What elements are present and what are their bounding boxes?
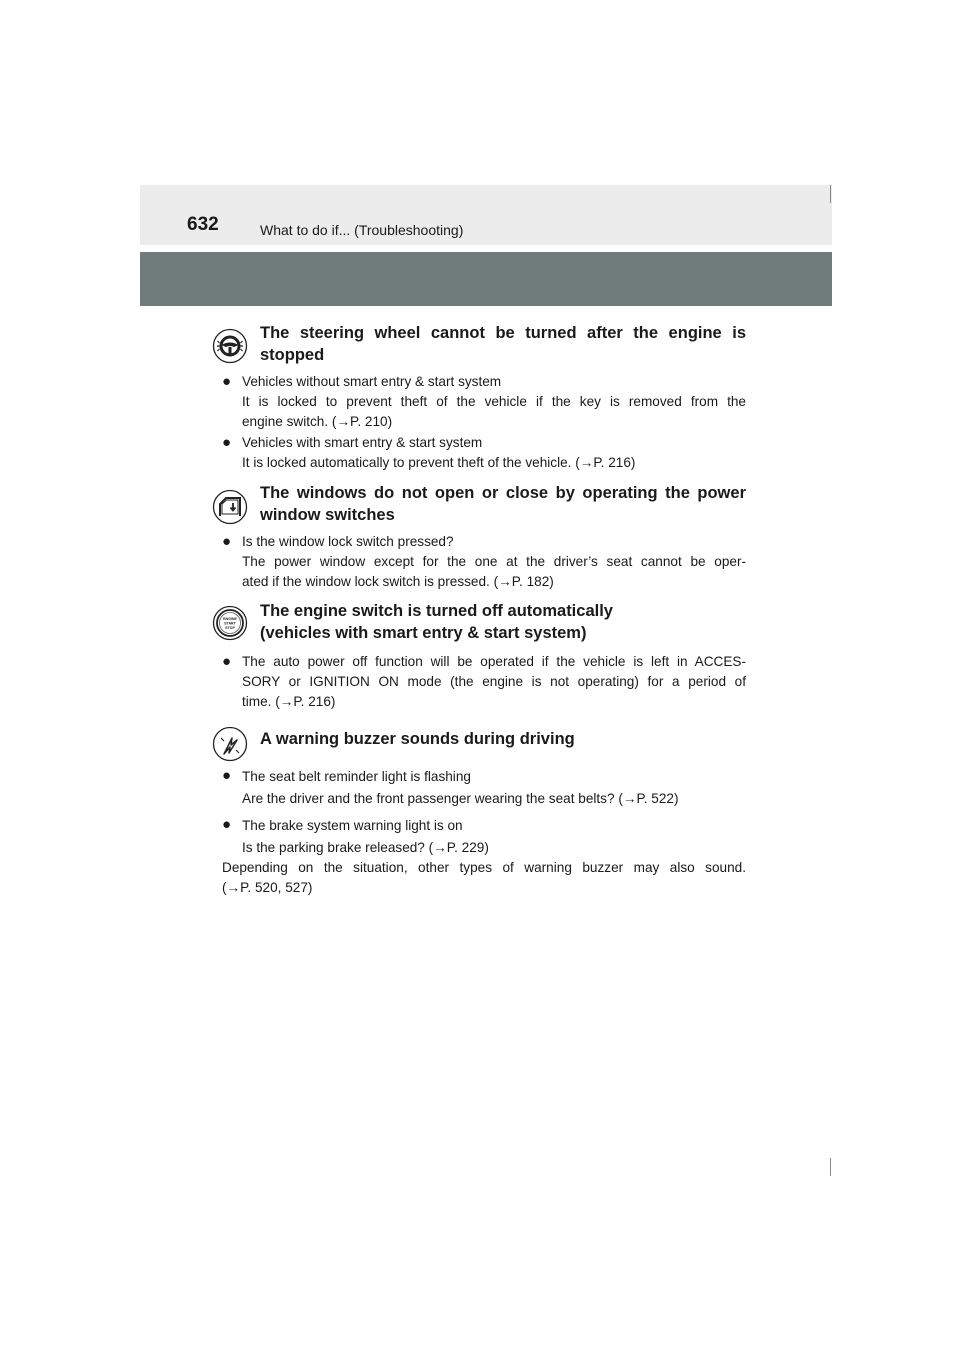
- engine-start-stop-icon: [212, 605, 248, 641]
- steering-wheel-icon: [212, 328, 248, 364]
- section-heading: The windows do not open or close by operating the power: [260, 484, 746, 502]
- list-item: [222, 815, 746, 859]
- bullet-icon: ●: [222, 767, 232, 784]
- list-item: [222, 652, 746, 712]
- bullet-lead: Is the window lock switch pressed?: [242, 534, 454, 549]
- bullet-body: Are the driver and the front passenger wearing the seat belts? (→P. 522): [242, 791, 679, 806]
- section-heading-cont: stopped: [260, 346, 325, 364]
- bullet-icon: ●: [222, 434, 232, 451]
- bullet-body: It is locked automatically to prevent theft of the vehicle. (→P. 216): [242, 455, 636, 470]
- bullet-lead: The brake system warning light is on: [242, 818, 463, 833]
- section-heading: The engine switch is turned off automatically: [260, 602, 613, 620]
- bullet-icon: ●: [222, 816, 232, 833]
- bullet-body: The auto power off function will be operated if the vehicle is left in ACCES-: [242, 654, 746, 669]
- bullet-icon: ●: [222, 533, 232, 550]
- bullet-lead: Vehicles with smart entry & start system: [242, 435, 483, 450]
- list-item: [222, 433, 746, 473]
- bullet-body: time. (→P. 216): [242, 694, 336, 709]
- section-heading-cont: (vehicles with smart entry & start system): [260, 624, 587, 642]
- list-item: [222, 372, 746, 432]
- header-band: [140, 185, 832, 245]
- section-heading-cont: window switches: [260, 506, 395, 524]
- title-band: [140, 252, 832, 306]
- crop-mark: [830, 1158, 831, 1176]
- bullet-icon: ●: [222, 373, 232, 390]
- footnote-paragraph: [222, 858, 746, 898]
- footnote-text: (→P. 520, 527): [222, 880, 313, 895]
- warning-buzzer-icon: [212, 726, 248, 762]
- crop-mark: [830, 185, 831, 203]
- page-title: What to do if... (Troubleshooting): [260, 222, 464, 238]
- section-heading: A warning buzzer sounds during driving: [260, 730, 575, 748]
- bullet-lead: Vehicles without smart entry & start system: [242, 374, 502, 389]
- bullet-icon: ●: [222, 653, 232, 670]
- icon-label: STOP: [225, 626, 235, 630]
- bullet-body: SORY or IGNITION ON mode (the engine is not operating) for a period of: [242, 674, 746, 689]
- icon-label: START: [224, 621, 236, 626]
- section-heading: The steering wheel cannot be turned after the engine is: [260, 324, 746, 342]
- icon-label: ENGINE: [223, 617, 237, 621]
- power-window-icon: [212, 489, 248, 525]
- footnote-text: Depending on the situation, other types of warning buzzer may also sound.: [222, 860, 746, 875]
- list-item: [222, 766, 746, 810]
- bullet-body: Is the parking brake released? (→P. 229): [242, 840, 489, 855]
- bullet-body: It is locked to prevent theft of the vehicle if the key is removed from the: [242, 394, 746, 409]
- bullet-body: The power window except for the one at the driver’s seat cannot be oper-: [242, 554, 746, 569]
- bullet-body: engine switch. (→P. 210): [242, 414, 393, 429]
- list-item: [222, 532, 746, 592]
- bullet-body: ated if the window lock switch is pressed. (→P. 182): [242, 574, 554, 589]
- bullet-lead: The seat belt reminder light is flashing: [242, 769, 471, 784]
- page-number: 632: [187, 214, 219, 235]
